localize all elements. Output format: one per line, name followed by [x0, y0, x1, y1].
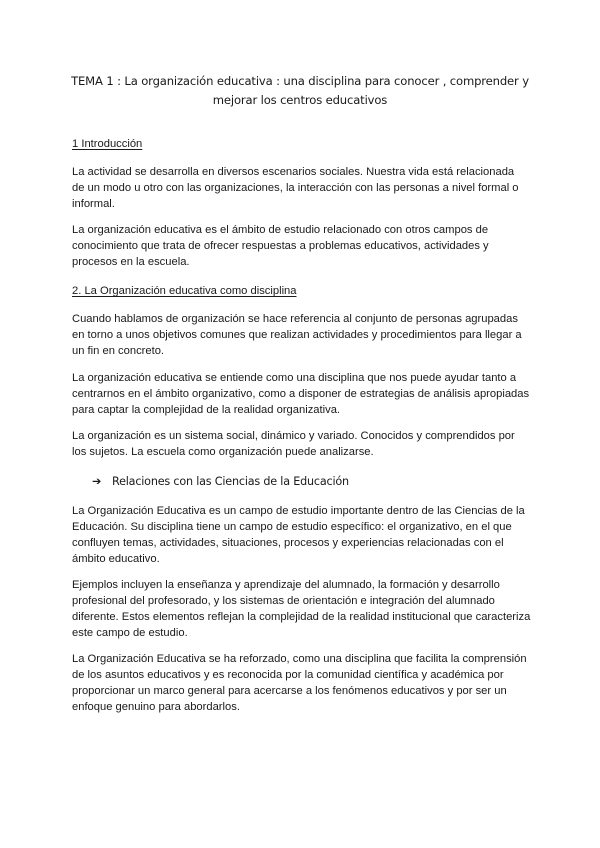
paragraph-line: este campo de estudio. — [72, 627, 188, 639]
paragraph-line: para captar la complejidad de la realidad organizativa. — [72, 404, 341, 416]
paragraph-line: La organización es un sistema social, dinámico y variado. Conocidos y comprendidos por — [72, 430, 515, 442]
bullet-text: Relaciones con las Ciencias de la Educación — [112, 475, 349, 488]
paragraph — [72, 503, 542, 567]
document-title — [70, 72, 530, 110]
paragraph-line: La organización educativa es el ámbito de estudio relacionado con otros campos de — [72, 224, 489, 236]
paragraph — [72, 577, 542, 641]
paragraph-line: de un modo u otro con las organizaciones, la interacción con las personas a nivel formal o — [72, 182, 519, 194]
paragraph-line: La actividad se desarrolla en diversos escenarios sociales. Nuestra vida está relacionada — [72, 166, 515, 178]
paragraph-line: un fin en concreto. — [72, 345, 165, 357]
paragraph-line: Ejemplos incluyen la enseñanza y aprendizaje del alumnado, la formación y desarrollo — [72, 579, 500, 591]
paragraph — [72, 428, 542, 460]
paragraph — [72, 311, 542, 359]
paragraph-line: en torno a unos objetivos comunes que realizan actividades y procedimientos para llegar a — [72, 329, 522, 341]
section-heading-introduccion: 1 Introducción — [72, 138, 143, 150]
paragraph-line: confluyen temas, actividades, situaciones, procesos y experiencias relacionadas con el — [72, 537, 504, 549]
section-heading-disciplina: 2. La Organización educativa como disciplina — [72, 285, 297, 297]
arrow-right-icon: ➔ — [92, 475, 102, 488]
title-line: TEMA 1 : La organización educativa : una disciplina para conocer , comprender y — [71, 74, 529, 88]
paragraph-line: procesos en la escuela. — [72, 256, 190, 268]
paragraph-line: los sujetos. La escuela como organización puede analizarse. — [72, 446, 374, 458]
paragraph-line: centrarnos en el ámbito organizativo, como a disponer de estrategias de análisis apropiadas — [72, 388, 530, 400]
paragraph — [72, 651, 542, 715]
paragraph-line: de los asuntos educativos y es reconocida por la comunidad científica y académica por — [72, 669, 504, 681]
paragraph-line: proporcionar un marco general para acercarse a los fenómenos educativos y por ser un — [72, 685, 507, 697]
paragraph-line: La Organización Educativa se ha reforzado, como una disciplina que facilita la comprensión — [72, 653, 527, 665]
title-line: mejorar los centros educativos — [212, 93, 388, 107]
paragraph-line: La Organización Educativa es un campo de estudio importante dentro de las Ciencias de la — [72, 505, 525, 517]
paragraph-line: Cuando hablamos de organización se hace referencia al conjunto de personas agrupadas — [72, 313, 518, 325]
paragraph-line: diferente. Estos elementos reflejan la complejidad de la realidad institucional que caracteriza — [72, 611, 531, 623]
paragraph-line: conocimiento que trata de ofrecer respuestas a problemas educativos, actividades y — [72, 240, 489, 252]
paragraph — [72, 164, 542, 212]
paragraph — [72, 370, 542, 418]
paragraph-line: enfoque genuino para abordarlos. — [72, 701, 240, 713]
paragraph-line: Educación. Su disciplina tiene un campo de estudio específico: el organizativo, en el que — [72, 521, 512, 533]
paragraph-line: ámbito educativo. — [72, 553, 160, 565]
paragraph-line: profesional del profesorado, y los sistemas de orientación e integración del alumnado — [72, 595, 495, 607]
paragraph-line: La organización educativa se entiende como una disciplina que nos puede ayudar tanto a — [72, 372, 517, 384]
bullet-item — [92, 474, 349, 490]
paragraph — [72, 222, 542, 270]
paragraph-line: informal. — [72, 198, 115, 210]
